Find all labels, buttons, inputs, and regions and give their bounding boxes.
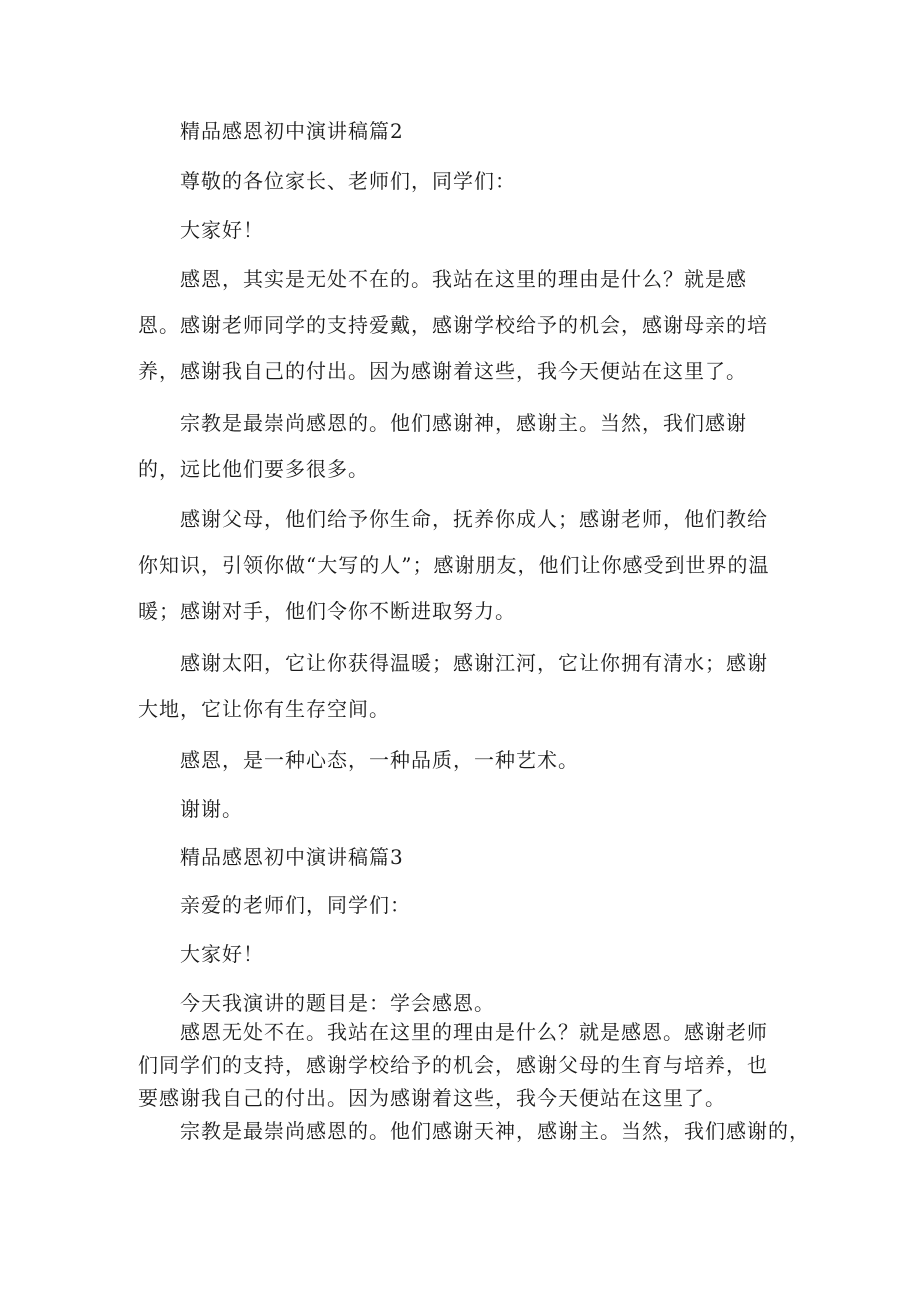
section-3-greeting: 大家好！ — [180, 942, 264, 966]
section-2-greeting: 大家好！ — [180, 218, 264, 242]
section-3-salutation: 亲爱的老师们，同学们： — [180, 893, 411, 917]
section-2-closing: 谢谢。 — [180, 797, 243, 821]
section-2-salutation: 尊敬的各位家长、老师们，同学们： — [180, 169, 516, 193]
section-2-paragraph-3: 感谢父母，他们给予你生命，抚养你成人；感谢老师，他们教给你知识，引领你做“大写的人”；感谢朋友，他们让你感受到世界的温暖；感谢对手，他们令你不断进取努力。 — [138, 507, 770, 623]
section-2-paragraph-2: 宗教是最崇尚感恩的。他们感谢神，感谢主。当然，我们感谢的，远比他们要多很多。 — [138, 411, 747, 481]
section-2-paragraph-1: 感恩，其实是无处不在的。我站在这里的理由是什么？就是感恩。感谢老师同学的支持爱戴，感谢学校给予的机会，感谢母亲的培养，感谢我自己的付出。因为感谢着这些，我今天便站在这里了。 — [138, 267, 768, 383]
section-2-heading: 精品感恩初中演讲稿篇2 — [180, 119, 404, 143]
section-3-paragraph-2: 宗教是最崇尚感恩的。他们感谢天神，感谢主。当然，我们感谢的， — [180, 1119, 810, 1143]
section-3-heading: 精品感恩初中演讲稿篇3 — [180, 845, 404, 869]
section-3-paragraph-1: 感恩无处不在。我站在这里的理由是什么？就是感恩。感谢老师们同学们的支持，感谢学校给予的机会，感谢父母的生育与培养，也要感谢我自己的付出。因为感谢着这些，我今天便站在这里了。 — [138, 1020, 768, 1110]
section-2-paragraph-5: 感恩，是一种心态，一种品质，一种艺术。 — [180, 748, 579, 772]
section-3-topic: 今天我演讲的题目是：学会感恩。 — [180, 991, 495, 1015]
section-2-paragraph-4: 感谢太阳，它让你获得温暖；感谢江河，它让你拥有清水；感谢大地，它让你有生存空间。 — [138, 651, 768, 721]
